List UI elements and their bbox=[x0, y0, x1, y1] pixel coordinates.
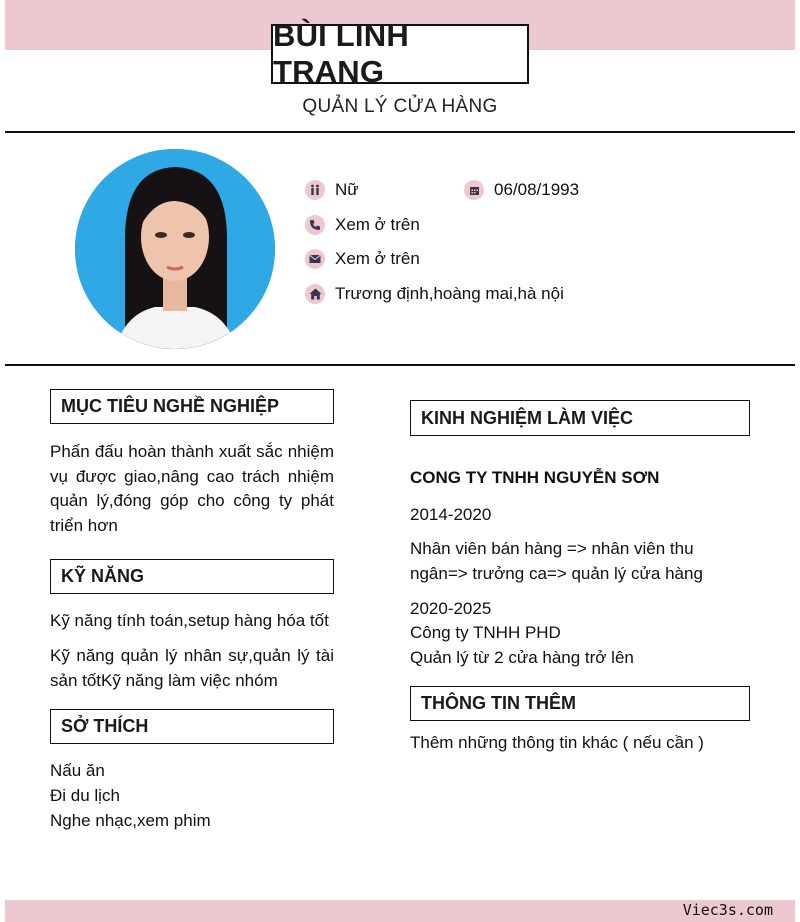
divider-top bbox=[5, 131, 795, 133]
birthdate-row bbox=[464, 180, 579, 200]
birthdate-value: 06/08/1993 bbox=[494, 180, 580, 199]
phone-value: Xem ở trên bbox=[335, 215, 420, 234]
calendar-icon bbox=[464, 180, 484, 200]
experience-desc-2: Quản lý từ 2 cửa hàng trở lên bbox=[410, 648, 634, 667]
home-icon bbox=[305, 284, 325, 304]
objective-text: Phấn đấu hoàn thành xuất sắc nhiệm vụ được giao,nâng cao trách nhiệm quản lý,đóng góp cho công ty phát triển hơn bbox=[50, 442, 334, 535]
address-value: Trương định,hoàng mai,hà nội bbox=[335, 284, 564, 303]
gender-row bbox=[305, 180, 359, 200]
skill-item: Kỹ năng quản lý nhân sự,quản lý tài sản tốtKỹ năng làm việc nhóm bbox=[50, 646, 334, 690]
experience-desc-1a: Nhân viên bán hàng => nhân viên thu bbox=[410, 539, 694, 558]
job-title: QUẢN LÝ CỬA HÀNG bbox=[302, 96, 498, 117]
footer-brand: Viec3s.com bbox=[682, 901, 773, 919]
gender-icon bbox=[305, 180, 325, 200]
candidate-name: BÙI LINH TRANG bbox=[271, 24, 529, 84]
experience-heading: KINH NGHIỆM LÀM VIỆC bbox=[410, 400, 750, 436]
hobby-item: Nghe nhạc,xem phim bbox=[50, 811, 211, 830]
hobby-item: Nấu ăn bbox=[50, 761, 105, 780]
skill-item: Kỹ năng tính toán,setup hàng hóa tốt bbox=[50, 611, 329, 630]
email-value: Xem ở trên bbox=[335, 249, 420, 268]
phone-icon bbox=[305, 215, 325, 235]
objective-heading: MỤC TIÊU NGHỀ NGHIỆP bbox=[50, 389, 334, 424]
hobbies-heading: SỞ THÍCH bbox=[50, 709, 334, 744]
experience-company-2: Công ty TNHH PHD bbox=[410, 623, 561, 642]
divider-middle bbox=[5, 364, 795, 366]
skills-heading: KỸ NĂNG bbox=[50, 559, 334, 594]
experience-period-2: 2020-2025 bbox=[410, 599, 492, 618]
email-row bbox=[305, 249, 420, 269]
phone-row bbox=[305, 215, 420, 235]
gender-value: Nữ bbox=[335, 180, 359, 199]
extra-info-text: Thêm những thông tin khác ( nếu cần ) bbox=[410, 733, 704, 752]
address-row bbox=[305, 284, 564, 304]
hobby-item: Đi du lịch bbox=[50, 786, 120, 805]
experience-company: CONG TY TNHH NGUYỄN SƠN bbox=[410, 468, 660, 487]
experience-period-1: 2014-2020 bbox=[410, 505, 492, 524]
envelope-icon bbox=[305, 249, 325, 269]
avatar-photo bbox=[75, 149, 275, 349]
footer-band bbox=[5, 900, 795, 922]
extra-info-heading: THÔNG TIN THÊM bbox=[410, 686, 750, 721]
experience-desc-1b: ngân=> trưởng ca=> quản lý cửa hàng bbox=[410, 564, 703, 583]
